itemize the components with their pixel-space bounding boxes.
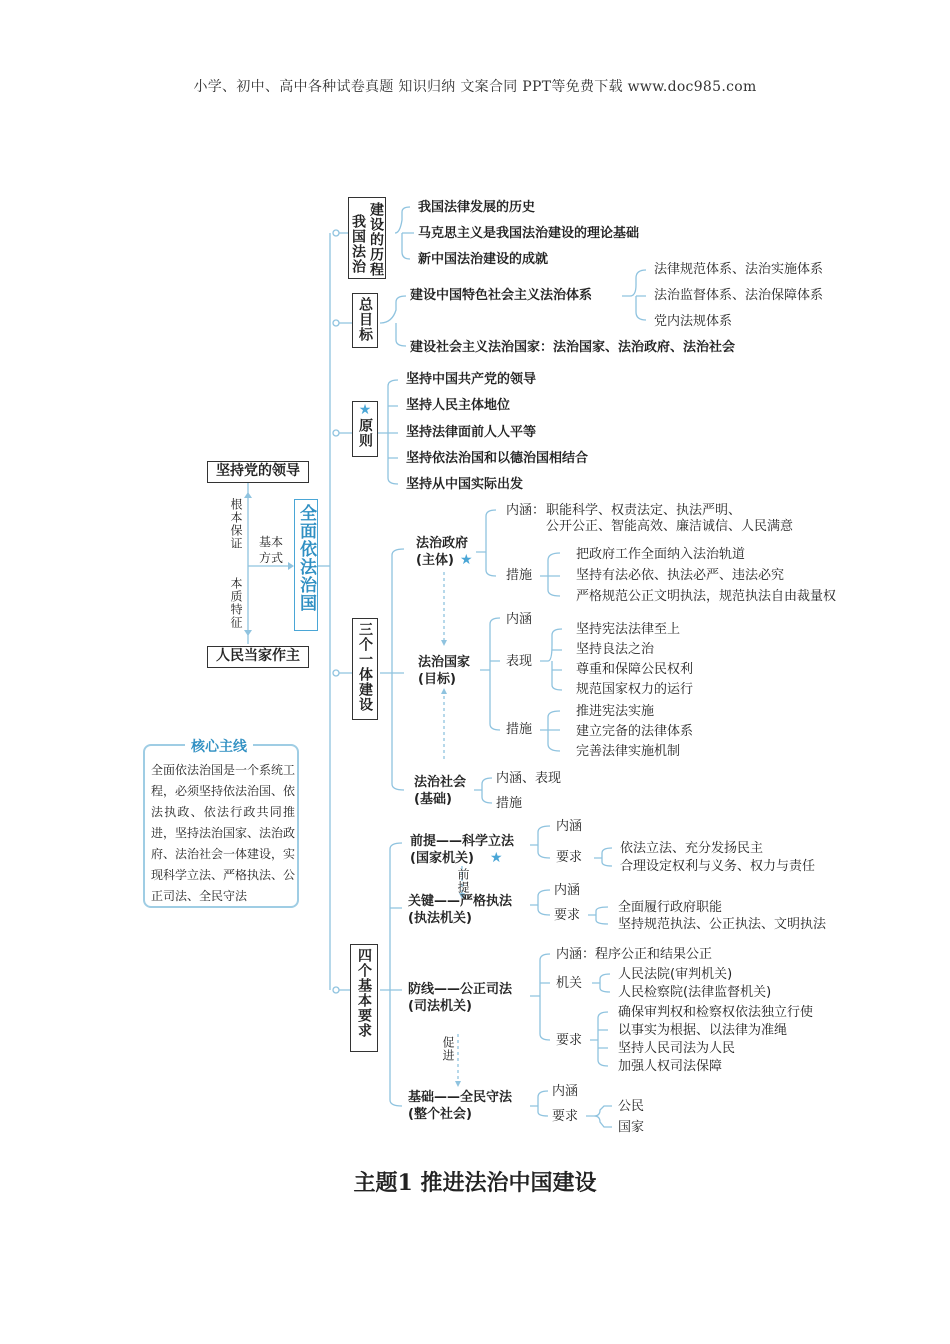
star-icon: ★ — [490, 850, 503, 866]
gov-measure: 严格规范公正文明执法，规范执法自由裁量权 — [576, 589, 837, 604]
state-show-item: 坚持良法之治 — [576, 642, 655, 657]
box-comprehensive-rule-of-law: 全面依法治国 — [294, 499, 318, 631]
s3-item: 坚持中国共产党的领导 — [406, 372, 537, 387]
box-principles: ★ 原则 — [352, 401, 378, 457]
core-body: 全面依法治国是一个系统工程，必须坚持依法治国、依法执政、依法行政共同推进，坚持法治国家、法治政府、法治社会一体建设，实现科学立法、严格执法、公正司法、全民守法 — [151, 763, 296, 903]
sifa-requirement-label: 要求 — [556, 1033, 583, 1048]
shoufa-requirement-label: 要求 — [552, 1109, 579, 1124]
box-people-masters: 人民当家作主 — [207, 646, 309, 668]
shoufa-requirement: 公民 — [618, 1099, 645, 1114]
sifa-requirement: 加强人权司法保障 — [618, 1059, 723, 1074]
state-show-item: 尊重和保障公民权利 — [576, 662, 694, 677]
zhifa-requirement: 坚持规范执法、公正执法、文明执法 — [618, 917, 827, 932]
lifa-connotation: 内涵 — [556, 819, 583, 834]
state-connotation-label: 内涵 — [506, 612, 533, 627]
state-role: (目标) — [418, 672, 456, 687]
state-measure: 建立完备的法律体系 — [576, 724, 694, 739]
sifa-requirement: 坚持人民司法为人民 — [618, 1041, 736, 1056]
sifa-connotation: 内涵：程序公正和结果公正 — [556, 947, 713, 962]
page-header: 小学、初中、高中各种试卷真题 知识归纳 文案合同 PPT等免费下载 www.doc985.com — [193, 79, 757, 95]
box-overall-goal: 总目标 — [352, 293, 378, 348]
society-item: 措施 — [496, 796, 523, 811]
lifa-requirement-label: 要求 — [556, 850, 583, 865]
society-role: (基础) — [414, 792, 452, 807]
gov-measures-label: 措施 — [506, 568, 533, 583]
zhifa-role: (执法机关) — [408, 911, 472, 926]
page-title: 主题1 推进法治中国建设 — [353, 1170, 597, 1196]
shoufa-requirement: 国家 — [618, 1120, 645, 1135]
shoufa-role: (整个社会) — [408, 1107, 472, 1122]
core-title: 核心主线 — [185, 736, 253, 756]
label-fundamental-guarantee: 根本保证 — [229, 498, 243, 550]
lifa-requirement: 依法立法、充分发扬民主 — [620, 841, 764, 856]
society-item: 内涵、表现 — [496, 771, 562, 786]
state-manifestation-label: 表现 — [506, 654, 533, 669]
box-four-requirements: 四个基本要求 — [350, 944, 378, 1052]
gov-connotation-line: 公开公正、智能高效、廉洁诚信、人民满意 — [546, 519, 794, 534]
label-basic-method: 基本方式 — [258, 535, 283, 565]
box-construction-history: 建设的历程 我国法治 — [348, 197, 386, 279]
sifa-organs-label: 机关 — [556, 976, 583, 991]
lifa-requirement: 合理设定权利与义务、权力与责任 — [620, 859, 816, 874]
star-icon: ★ — [460, 552, 473, 568]
s2-sub-item: 法治监督体系、法治保障体系 — [654, 288, 824, 303]
sifa-organ: 人民检察院(法律监督机关) — [618, 985, 772, 1000]
gov-connotation-label: 内涵： — [506, 503, 546, 518]
promote-label: 促进 — [441, 1036, 455, 1062]
gov-measure: 把政府工作全面纳入法治轨道 — [576, 547, 746, 562]
zhifa-name: 关键——严格执法 — [408, 894, 513, 909]
s2-sub-item: 党内法规体系 — [654, 314, 733, 329]
s2-sub-item: 法律规范体系、法治实施体系 — [654, 262, 824, 277]
s3-item: 坚持从中国实际出发 — [406, 477, 524, 492]
s1-item: 新中国法治建设的成就 — [418, 252, 549, 267]
star-icon: ★ — [358, 402, 372, 418]
state-show-item: 规范国家权力的运行 — [576, 682, 694, 697]
box-three-in-one: 三个一体建设 — [352, 618, 378, 720]
zhifa-requirement: 全面履行政府职能 — [618, 900, 723, 915]
s2-item: 建设中国特色社会主义法治体系 — [410, 288, 593, 303]
gov-measure: 坚持有法必依、执法必严、违法必究 — [576, 568, 785, 583]
s1-item: 马克思主义是我国法治建设的理论基础 — [418, 226, 640, 241]
label-essential-feature: 本质特征 — [229, 577, 243, 629]
sifa-requirement: 以事实为根据、以法律为准绳 — [618, 1023, 788, 1038]
society-name: 法治社会 — [414, 775, 467, 790]
premise-label: 前提 — [456, 868, 470, 894]
state-measure: 完善法律实施机制 — [576, 744, 681, 759]
shoufa-connotation: 内涵 — [552, 1084, 579, 1099]
s1-item: 我国法律发展的历史 — [418, 200, 536, 215]
gov-connotation-line: 职能科学、权责法定、执法严明、 — [546, 503, 742, 518]
state-show-item: 坚持宪法法律至上 — [576, 622, 681, 637]
gov-role: (主体) — [416, 553, 454, 568]
box-party-leadership: 坚持党的领导 — [207, 461, 309, 483]
zhifa-connotation: 内涵 — [554, 883, 581, 898]
sifa-requirement: 确保审判权和检察权依法独立行使 — [618, 1005, 814, 1020]
sifa-name: 防线——公正司法 — [408, 982, 513, 997]
lifa-name: 前提——科学立法 — [410, 834, 515, 849]
lifa-role: (国家机关) — [410, 851, 474, 866]
s3-item: 坚持依法治国和以德治国相结合 — [406, 451, 589, 466]
state-measure: 推进宪法实施 — [576, 704, 655, 719]
sifa-role: (司法机关) — [408, 999, 472, 1014]
state-measures-label: 措施 — [506, 722, 533, 737]
shoufa-name: 基础——全民守法 — [408, 1090, 513, 1105]
core-main-line-box — [143, 739, 299, 908]
s3-item: 坚持法律面前人人平等 — [406, 425, 537, 440]
s3-item: 坚持人民主体地位 — [406, 398, 511, 413]
s2-item: 建设社会主义法治国家：法治国家、法治政府、法治社会 — [410, 340, 736, 355]
sifa-organ: 人民法院(审判机关) — [618, 967, 733, 982]
gov-name: 法治政府 — [416, 536, 469, 551]
state-name: 法治国家 — [418, 655, 471, 670]
zhifa-requirement-label: 要求 — [554, 908, 581, 923]
